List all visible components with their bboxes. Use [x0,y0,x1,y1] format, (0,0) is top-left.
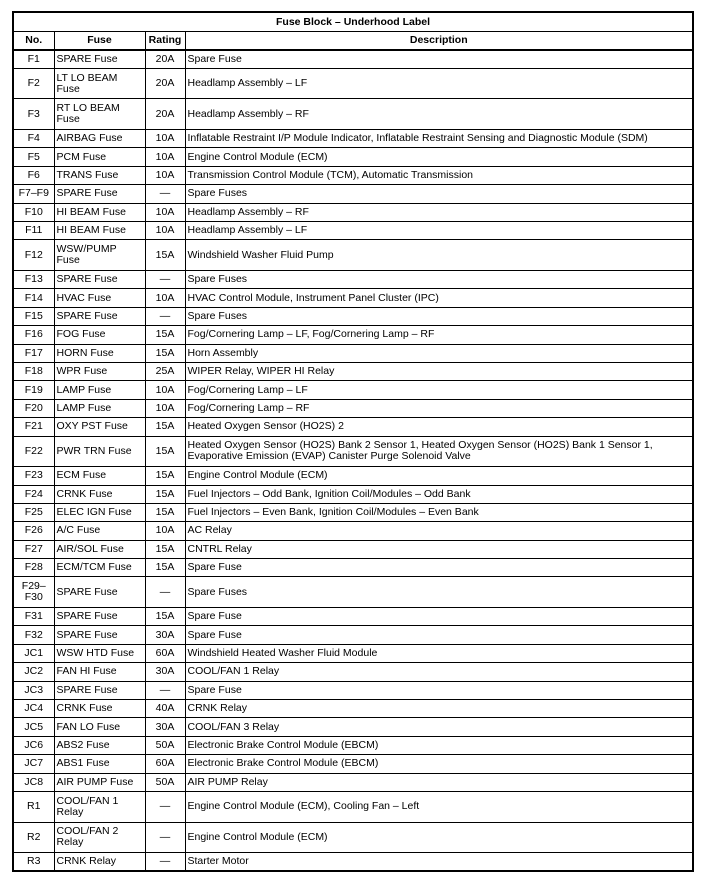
cell-no: F17 [13,344,54,362]
cell-no: F1 [13,50,54,68]
cell-description: Spare Fuse [185,608,693,626]
table-row [13,68,693,99]
cell-rating: 10A [145,522,185,540]
cell-fuse: FAN LO Fuse [54,718,145,736]
cell-no: F18 [13,362,54,380]
table-row [13,663,693,681]
cell-no: JC8 [13,773,54,791]
table-row [13,148,693,166]
cell-no: F3 [13,99,54,130]
cell-fuse: COOL/FAN 1 Relay [54,791,145,822]
table-row [13,718,693,736]
cell-rating: 10A [145,203,185,221]
table-row [13,436,693,467]
cell-rating: 60A [145,755,185,773]
cell-fuse: WSW HTD Fuse [54,644,145,662]
cell-rating: 60A [145,644,185,662]
cell-no: F21 [13,418,54,436]
table-row [13,681,693,699]
cell-description: Heated Oxygen Sensor (HO2S) Bank 2 Sensor 1, Heated Oxygen Sensor (HO2S) Bank 1 Sensor 1, Evaporative Emission (EVAP) Canister Purge Solenoid Valve [185,436,693,467]
cell-description: Fuel Injectors – Odd Bank, Ignition Coil/Modules – Odd Bank [185,485,693,503]
cell-rating: 15A [145,326,185,344]
cell-fuse: SPARE Fuse [54,626,145,644]
cell-no: F24 [13,485,54,503]
cell-fuse: AIRBAG Fuse [54,130,145,148]
cell-description: Spare Fuses [185,307,693,325]
cell-no: F23 [13,467,54,485]
cell-description: AC Relay [185,522,693,540]
cell-description: Headlamp Assembly – LF [185,222,693,240]
cell-no: F32 [13,626,54,644]
table-row [13,222,693,240]
cell-no: JC3 [13,681,54,699]
table-row [13,362,693,380]
table-row [13,559,693,577]
table-row [13,240,693,271]
cell-rating: 20A [145,50,185,68]
header-fuse: Fuse [54,32,145,51]
cell-rating: 15A [145,436,185,467]
cell-fuse: AIR/SOL Fuse [54,540,145,558]
cell-rating: 10A [145,166,185,184]
table-row [13,644,693,662]
cell-fuse: ABS2 Fuse [54,736,145,754]
cell-fuse: COOL/FAN 2 Relay [54,822,145,853]
cell-fuse: PCM Fuse [54,148,145,166]
cell-description: Starter Motor [185,853,693,871]
table-row [13,399,693,417]
table-row [13,307,693,325]
cell-no: F14 [13,289,54,307]
cell-rating: 30A [145,663,185,681]
cell-description: Spare Fuse [185,626,693,644]
cell-no: F13 [13,271,54,289]
cell-description: Engine Control Module (ECM) [185,467,693,485]
cell-description: Electronic Brake Control Module (EBCM) [185,755,693,773]
cell-fuse: ABS1 Fuse [54,755,145,773]
cell-no: F27 [13,540,54,558]
cell-fuse: OXY PST Fuse [54,418,145,436]
cell-fuse: ECM Fuse [54,467,145,485]
cell-no: F22 [13,436,54,467]
cell-no: F4 [13,130,54,148]
cell-rating: 15A [145,485,185,503]
table-row [13,700,693,718]
cell-no: F7–F9 [13,185,54,203]
cell-no: F25 [13,503,54,521]
table-row [13,773,693,791]
cell-rating: 15A [145,540,185,558]
cell-fuse: FAN HI Fuse [54,663,145,681]
cell-no: F15 [13,307,54,325]
cell-rating: 50A [145,773,185,791]
cell-rating: 10A [145,222,185,240]
cell-rating: 10A [145,148,185,166]
cell-description: Heated Oxygen Sensor (HO2S) 2 [185,418,693,436]
table-row [13,755,693,773]
table-row [13,791,693,822]
cell-rating: 10A [145,381,185,399]
table-row [13,608,693,626]
cell-description: COOL/FAN 3 Relay [185,718,693,736]
cell-fuse: SPARE Fuse [54,185,145,203]
cell-description: Spare Fuses [185,577,693,608]
cell-description: AIR PUMP Relay [185,773,693,791]
cell-description: Engine Control Module (ECM) [185,148,693,166]
cell-no: JC1 [13,644,54,662]
cell-no: F10 [13,203,54,221]
cell-description: HVAC Control Module, Instrument Panel Cluster (IPC) [185,289,693,307]
cell-rating: — [145,791,185,822]
cell-description: Headlamp Assembly – LF [185,68,693,99]
table-row [13,289,693,307]
cell-rating: 30A [145,626,185,644]
table-row [13,99,693,130]
cell-description: Transmission Control Module (TCM), Automatic Transmission [185,166,693,184]
cell-description: Spare Fuse [185,681,693,699]
cell-rating: 25A [145,362,185,380]
cell-description: Engine Control Module (ECM) [185,822,693,853]
cell-no: F28 [13,559,54,577]
cell-rating: — [145,271,185,289]
cell-no: JC2 [13,663,54,681]
table-row [13,522,693,540]
cell-description: CNTRL Relay [185,540,693,558]
cell-description: Fuel Injectors – Even Bank, Ignition Coil/Modules – Even Bank [185,503,693,521]
cell-fuse: HI BEAM Fuse [54,222,145,240]
cell-fuse: SPARE Fuse [54,577,145,608]
cell-description: Spare Fuses [185,185,693,203]
cell-rating: 20A [145,68,185,99]
cell-no: JC7 [13,755,54,773]
cell-fuse: LAMP Fuse [54,399,145,417]
cell-fuse: WSW/PUMP Fuse [54,240,145,271]
cell-fuse: ECM/TCM Fuse [54,559,145,577]
cell-fuse: SPARE Fuse [54,681,145,699]
cell-description: Electronic Brake Control Module (EBCM) [185,736,693,754]
cell-description: COOL/FAN 1 Relay [185,663,693,681]
cell-description: Horn Assembly [185,344,693,362]
cell-fuse: CRNK Fuse [54,485,145,503]
fuse-table [12,11,694,872]
table-row [13,467,693,485]
cell-description: Spare Fuse [185,50,693,68]
cell-rating: — [145,681,185,699]
cell-fuse: PWR TRN Fuse [54,436,145,467]
cell-no: JC6 [13,736,54,754]
cell-rating: 15A [145,467,185,485]
cell-description: Headlamp Assembly – RF [185,99,693,130]
cell-rating: 15A [145,559,185,577]
header-description: Description [185,32,693,51]
cell-fuse: AIR PUMP Fuse [54,773,145,791]
cell-rating: 10A [145,399,185,417]
cell-fuse: CRNK Relay [54,853,145,871]
table-row [13,822,693,853]
cell-rating: 15A [145,608,185,626]
cell-no: F12 [13,240,54,271]
table-row [13,185,693,203]
header-no: No. [13,32,54,51]
cell-fuse: HVAC Fuse [54,289,145,307]
cell-rating: 15A [145,503,185,521]
cell-description: Spare Fuses [185,271,693,289]
cell-rating: 15A [145,344,185,362]
cell-description: Fog/Cornering Lamp – RF [185,399,693,417]
cell-description: Engine Control Module (ECM), Cooling Fan – Left [185,791,693,822]
table-row [13,50,693,68]
cell-rating: 40A [145,700,185,718]
cell-description: WIPER Relay, WIPER HI Relay [185,362,693,380]
cell-no: R3 [13,853,54,871]
cell-no: R1 [13,791,54,822]
cell-fuse: ELEC IGN Fuse [54,503,145,521]
cell-rating: 15A [145,418,185,436]
cell-rating: 10A [145,130,185,148]
cell-rating: — [145,185,185,203]
cell-fuse: LT LO BEAM Fuse [54,68,145,99]
cell-description: Inflatable Restraint I/P Module Indicator, Inflatable Restraint Sensing and Diagnostic Module (SDM) [185,130,693,148]
cell-fuse: SPARE Fuse [54,271,145,289]
cell-fuse: HORN Fuse [54,344,145,362]
cell-fuse: TRANS Fuse [54,166,145,184]
table-row [13,203,693,221]
cell-no: F5 [13,148,54,166]
table-row [13,577,693,608]
cell-description: Fog/Cornering Lamp – LF [185,381,693,399]
table-title: Fuse Block – Underhood Label [13,12,693,32]
cell-rating: — [145,307,185,325]
cell-description: Fog/Cornering Lamp – LF, Fog/Cornering Lamp – RF [185,326,693,344]
cell-no: F31 [13,608,54,626]
cell-no: F16 [13,326,54,344]
cell-no: F11 [13,222,54,240]
table-row [13,503,693,521]
cell-no: F20 [13,399,54,417]
cell-fuse: WPR Fuse [54,362,145,380]
cell-fuse: FOG Fuse [54,326,145,344]
cell-fuse: LAMP Fuse [54,381,145,399]
cell-no: JC5 [13,718,54,736]
cell-no: F19 [13,381,54,399]
table-row [13,271,693,289]
table-row [13,344,693,362]
cell-rating: 10A [145,289,185,307]
table-row [13,326,693,344]
cell-no: F6 [13,166,54,184]
table-row [13,540,693,558]
table-row [13,418,693,436]
table-row [13,626,693,644]
table-row [13,853,693,871]
cell-no: R2 [13,822,54,853]
table-row [13,166,693,184]
table-row [13,130,693,148]
cell-fuse: CRNK Fuse [54,700,145,718]
cell-description: Windshield Washer Fluid Pump [185,240,693,271]
cell-fuse: SPARE Fuse [54,50,145,68]
cell-no: F29–F30 [13,577,54,608]
cell-rating: — [145,853,185,871]
cell-fuse: SPARE Fuse [54,307,145,325]
cell-rating: — [145,577,185,608]
cell-no: F2 [13,68,54,99]
table-row [13,381,693,399]
cell-description: Headlamp Assembly – RF [185,203,693,221]
cell-fuse: HI BEAM Fuse [54,203,145,221]
cell-rating: 15A [145,240,185,271]
cell-rating: 50A [145,736,185,754]
cell-rating: — [145,822,185,853]
cell-fuse: A/C Fuse [54,522,145,540]
table-row [13,736,693,754]
cell-fuse: SPARE Fuse [54,608,145,626]
cell-no: JC4 [13,700,54,718]
cell-description: Spare Fuse [185,559,693,577]
cell-rating: 30A [145,718,185,736]
cell-fuse: RT LO BEAM Fuse [54,99,145,130]
cell-rating: 20A [145,99,185,130]
header-rating: Rating [145,32,185,51]
cell-description: Windshield Heated Washer Fluid Module [185,644,693,662]
cell-description: CRNK Relay [185,700,693,718]
table-row [13,485,693,503]
cell-no: F26 [13,522,54,540]
